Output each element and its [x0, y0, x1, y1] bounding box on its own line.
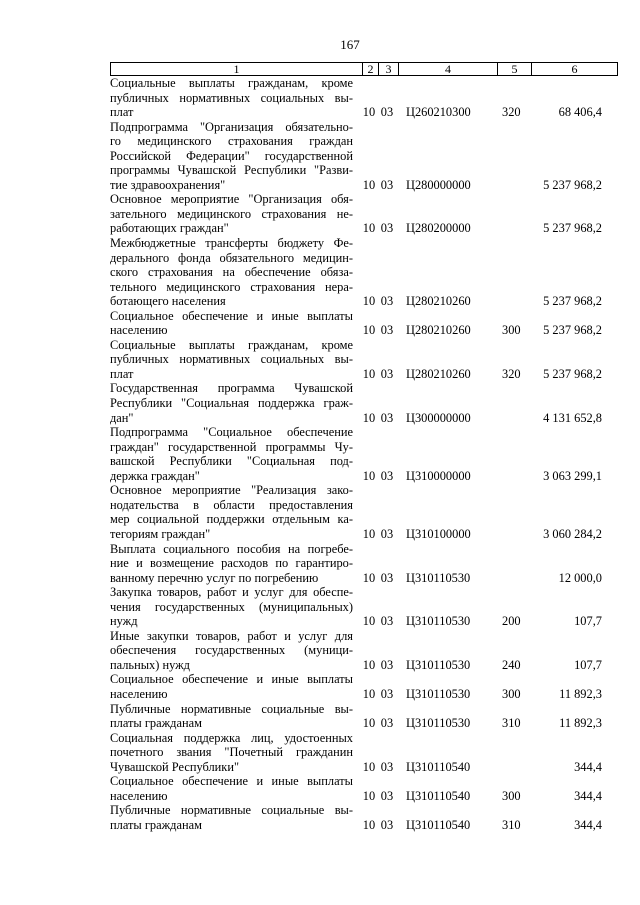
amount: 5 237 968,2 [543, 294, 602, 309]
section-code: 10 [362, 526, 376, 541]
table-row [110, 702, 618, 731]
target-article-code: Ц310110530 [406, 657, 471, 672]
section-code: 10 [362, 221, 376, 236]
subsection-code: 03 [380, 759, 394, 774]
target-article-code: Ц310110540 [406, 759, 471, 774]
row-name-line: зательного медицинского страхования не- [110, 206, 353, 221]
target-article-code: Ц310000000 [406, 468, 471, 483]
amount: 3 063 299,1 [543, 468, 602, 483]
row-name [110, 309, 353, 338]
table-row [110, 629, 618, 673]
table-row [110, 309, 618, 338]
row-name-line: Публичные нормативные социальные вы- [110, 803, 353, 818]
section-code: 10 [362, 686, 376, 701]
row-name [110, 731, 353, 775]
row-name-line: тегориям граждан" [110, 526, 211, 541]
subsection-code: 03 [380, 177, 394, 192]
table-row [110, 338, 618, 382]
target-article-code: Ц300000000 [406, 410, 471, 425]
row-name [110, 542, 353, 586]
amount: 3 060 284,2 [543, 526, 602, 541]
amount: 68 406,4 [558, 105, 602, 120]
table-row [110, 803, 618, 832]
row-name-line: платы гражданам [110, 716, 202, 731]
row-name-line: ние и возмещение расходов по гарантиро- [110, 556, 353, 571]
section-code: 10 [362, 177, 376, 192]
row-name [110, 338, 353, 382]
row-name-line: населению [110, 323, 168, 338]
row-name-line: пальных) нужд [110, 657, 190, 672]
header-col-4: 4 [398, 63, 497, 75]
table-row [110, 120, 618, 193]
table-row [110, 774, 618, 803]
section-code: 10 [362, 410, 376, 425]
subsection-code: 03 [380, 105, 394, 120]
section-code: 10 [362, 788, 376, 803]
row-name [110, 192, 353, 236]
row-name-line: Социальная поддержка лиц, удостоенных [110, 730, 353, 745]
section-code: 10 [362, 614, 376, 629]
row-name-line: ботающего населения [110, 294, 226, 309]
row-name-line: го медицинского страхования граждан [110, 134, 353, 149]
row-name-line: плат [110, 105, 134, 120]
page-number: 167 [340, 37, 360, 52]
subsection-code: 03 [380, 410, 394, 425]
target-article-code: Ц310110540 [406, 788, 471, 803]
section-code: 10 [362, 105, 376, 120]
target-article-code: Ц280210260 [406, 366, 471, 381]
header-col-3: 3 [378, 63, 398, 75]
row-name-line: населению [110, 788, 168, 803]
table-row [110, 483, 618, 541]
row-name-line: нужд [110, 614, 138, 629]
section-code: 10 [362, 716, 376, 731]
expense-type-code: 310 [502, 817, 521, 832]
expense-type-code: 300 [502, 323, 521, 338]
section-code: 10 [362, 759, 376, 774]
amount: 107,7 [574, 657, 602, 672]
table-row [110, 192, 618, 236]
row-name [110, 774, 353, 803]
target-article-code: Ц310110530 [406, 570, 471, 585]
row-name-line: нодательства в области предоставления [110, 497, 353, 512]
target-article-code: Ц310110530 [406, 686, 471, 701]
target-article-code: Ц310110530 [406, 716, 471, 731]
section-code: 10 [362, 323, 376, 338]
row-name [110, 381, 353, 425]
subsection-code: 03 [380, 788, 394, 803]
subsection-code: 03 [380, 366, 394, 381]
amount: 344,4 [574, 759, 602, 774]
row-name [110, 803, 353, 832]
expense-type-code: 300 [502, 686, 521, 701]
expense-type-code: 320 [502, 366, 521, 381]
amount: 344,4 [574, 817, 602, 832]
row-name-line: Подпрограмма "Организация обязательно- [110, 119, 353, 134]
row-name-line: Социальное обеспечение и иные выплаты [110, 672, 353, 687]
row-name-line: публичных нормативных социальных вы- [110, 352, 353, 367]
row-name-line: почетного звания "Почетный гражданин [110, 745, 353, 760]
subsection-code: 03 [380, 294, 394, 309]
row-name-line: Закупка товаров, работ и услуг для обеспе- [110, 585, 353, 600]
expense-type-code: 200 [502, 614, 521, 629]
table-row [110, 672, 618, 701]
row-name-line: дан" [110, 410, 134, 425]
subsection-code: 03 [380, 468, 394, 483]
amount: 11 892,3 [559, 686, 602, 701]
row-name-line: Иные закупки товаров, работ и услуг для [110, 628, 353, 643]
section-code: 10 [362, 817, 376, 832]
expense-type-code: 320 [502, 105, 521, 120]
table-row [110, 542, 618, 586]
row-name [110, 585, 353, 629]
row-name [110, 120, 353, 193]
section-code: 10 [362, 294, 376, 309]
row-name-line: программы Чувашской Республики "Разви- [110, 163, 353, 178]
amount: 5 237 968,2 [543, 366, 602, 381]
row-name [110, 629, 353, 673]
amount: 4 131 652,8 [543, 410, 602, 425]
row-name-line: платы гражданам [110, 817, 202, 832]
section-code: 10 [362, 366, 376, 381]
row-name-line: Публичные нормативные социальные вы- [110, 701, 353, 716]
subsection-code: 03 [380, 716, 394, 731]
row-name [110, 672, 353, 701]
row-name-line: Межбюджетные трансферты бюджету Фе- [110, 236, 353, 251]
row-name-line: мер социальной поддержки отдельным ка- [110, 512, 353, 527]
target-article-code: Ц280210260 [406, 294, 471, 309]
table-row [110, 585, 618, 629]
target-article-code: Ц280000000 [406, 177, 471, 192]
expense-type-code: 240 [502, 657, 521, 672]
row-name-line: Республики "Социальная поддержка граж- [110, 396, 353, 411]
row-name-line: вашской Республики "Социальная под- [110, 454, 353, 469]
row-name-line: Социальные выплаты гражданам, кроме [110, 337, 353, 352]
header-col-6: 6 [531, 63, 617, 75]
row-name-line: Государственная программа Чувашской [110, 381, 353, 396]
amount: 12 000,0 [558, 570, 602, 585]
row-name-line: ского страхования на обеспечение обяза- [110, 265, 353, 280]
row-name [110, 236, 353, 309]
row-name-line: Подпрограмма "Социальное обеспечение [110, 425, 353, 440]
row-name-line: публичных нормативных социальных вы- [110, 90, 353, 105]
target-article-code: Ц280210260 [406, 323, 471, 338]
row-name-line: Чувашской Республики" [110, 759, 240, 774]
table-row [110, 425, 618, 483]
row-name-line: чения государственных (муниципальных) [110, 599, 353, 614]
header-col-1: 1 [233, 62, 240, 76]
section-code: 10 [362, 570, 376, 585]
row-name [110, 76, 353, 120]
row-name-line: Социальные выплаты гражданам, кроме [110, 76, 353, 90]
expense-type-code: 300 [502, 788, 521, 803]
table-row [110, 76, 618, 120]
table-header [110, 62, 618, 76]
row-name-line: работающих граждан" [110, 221, 229, 236]
row-name-line: плат [110, 366, 134, 381]
subsection-code: 03 [380, 221, 394, 236]
amount: 5 237 968,2 [543, 177, 602, 192]
amount: 107,7 [574, 614, 602, 629]
row-name [110, 483, 353, 541]
amount: 344,4 [574, 788, 602, 803]
row-name-line: Основное мероприятие "Организация обя- [110, 192, 353, 207]
subsection-code: 03 [380, 657, 394, 672]
table-row [110, 236, 618, 309]
row-name-line: держка граждан" [110, 468, 200, 483]
subsection-code: 03 [380, 614, 394, 629]
target-article-code: Ц310100000 [406, 526, 471, 541]
row-name-line: тие здравоохранения" [110, 177, 226, 192]
table-body [110, 76, 618, 832]
row-name-line: Российской Федерации" государственной [110, 148, 353, 163]
row-name-line: обеспечения государственных (муници- [110, 643, 353, 658]
row-name-line: населению [110, 686, 168, 701]
subsection-code: 03 [380, 570, 394, 585]
subsection-code: 03 [380, 526, 394, 541]
row-name [110, 425, 353, 483]
row-name-line: ванному перечню услуг по погребению [110, 570, 319, 585]
section-code: 10 [362, 468, 376, 483]
row-name-line: граждан" государственной программы Чу- [110, 439, 353, 454]
row-name-line: Социальное обеспечение и иные выплаты [110, 308, 353, 323]
header-col-5: 5 [497, 63, 531, 75]
row-name-line: Выплата социального пособия на погребе- [110, 541, 353, 556]
subsection-code: 03 [380, 817, 394, 832]
target-article-code: Ц280200000 [406, 221, 471, 236]
amount: 11 892,3 [559, 716, 602, 731]
target-article-code: Ц310110540 [406, 817, 471, 832]
row-name-line: Основное мероприятие "Реализация зако- [110, 483, 353, 498]
subsection-code: 03 [380, 323, 394, 338]
amount: 5 237 968,2 [543, 323, 602, 338]
section-code: 10 [362, 657, 376, 672]
table-row [110, 381, 618, 425]
expense-type-code: 310 [502, 716, 521, 731]
row-name [110, 702, 353, 731]
amount: 5 237 968,2 [543, 221, 602, 236]
row-name-line: дерального фонда обязательного медицин- [110, 250, 353, 265]
row-name-line: Социальное обеспечение и иные выплаты [110, 774, 353, 789]
header-col-2: 2 [362, 63, 378, 75]
target-article-code: Ц260210300 [406, 105, 471, 120]
target-article-code: Ц310110530 [406, 614, 471, 629]
row-name-line: тельного медицинского страхования нера- [110, 279, 353, 294]
table-row [110, 731, 618, 775]
subsection-code: 03 [380, 686, 394, 701]
